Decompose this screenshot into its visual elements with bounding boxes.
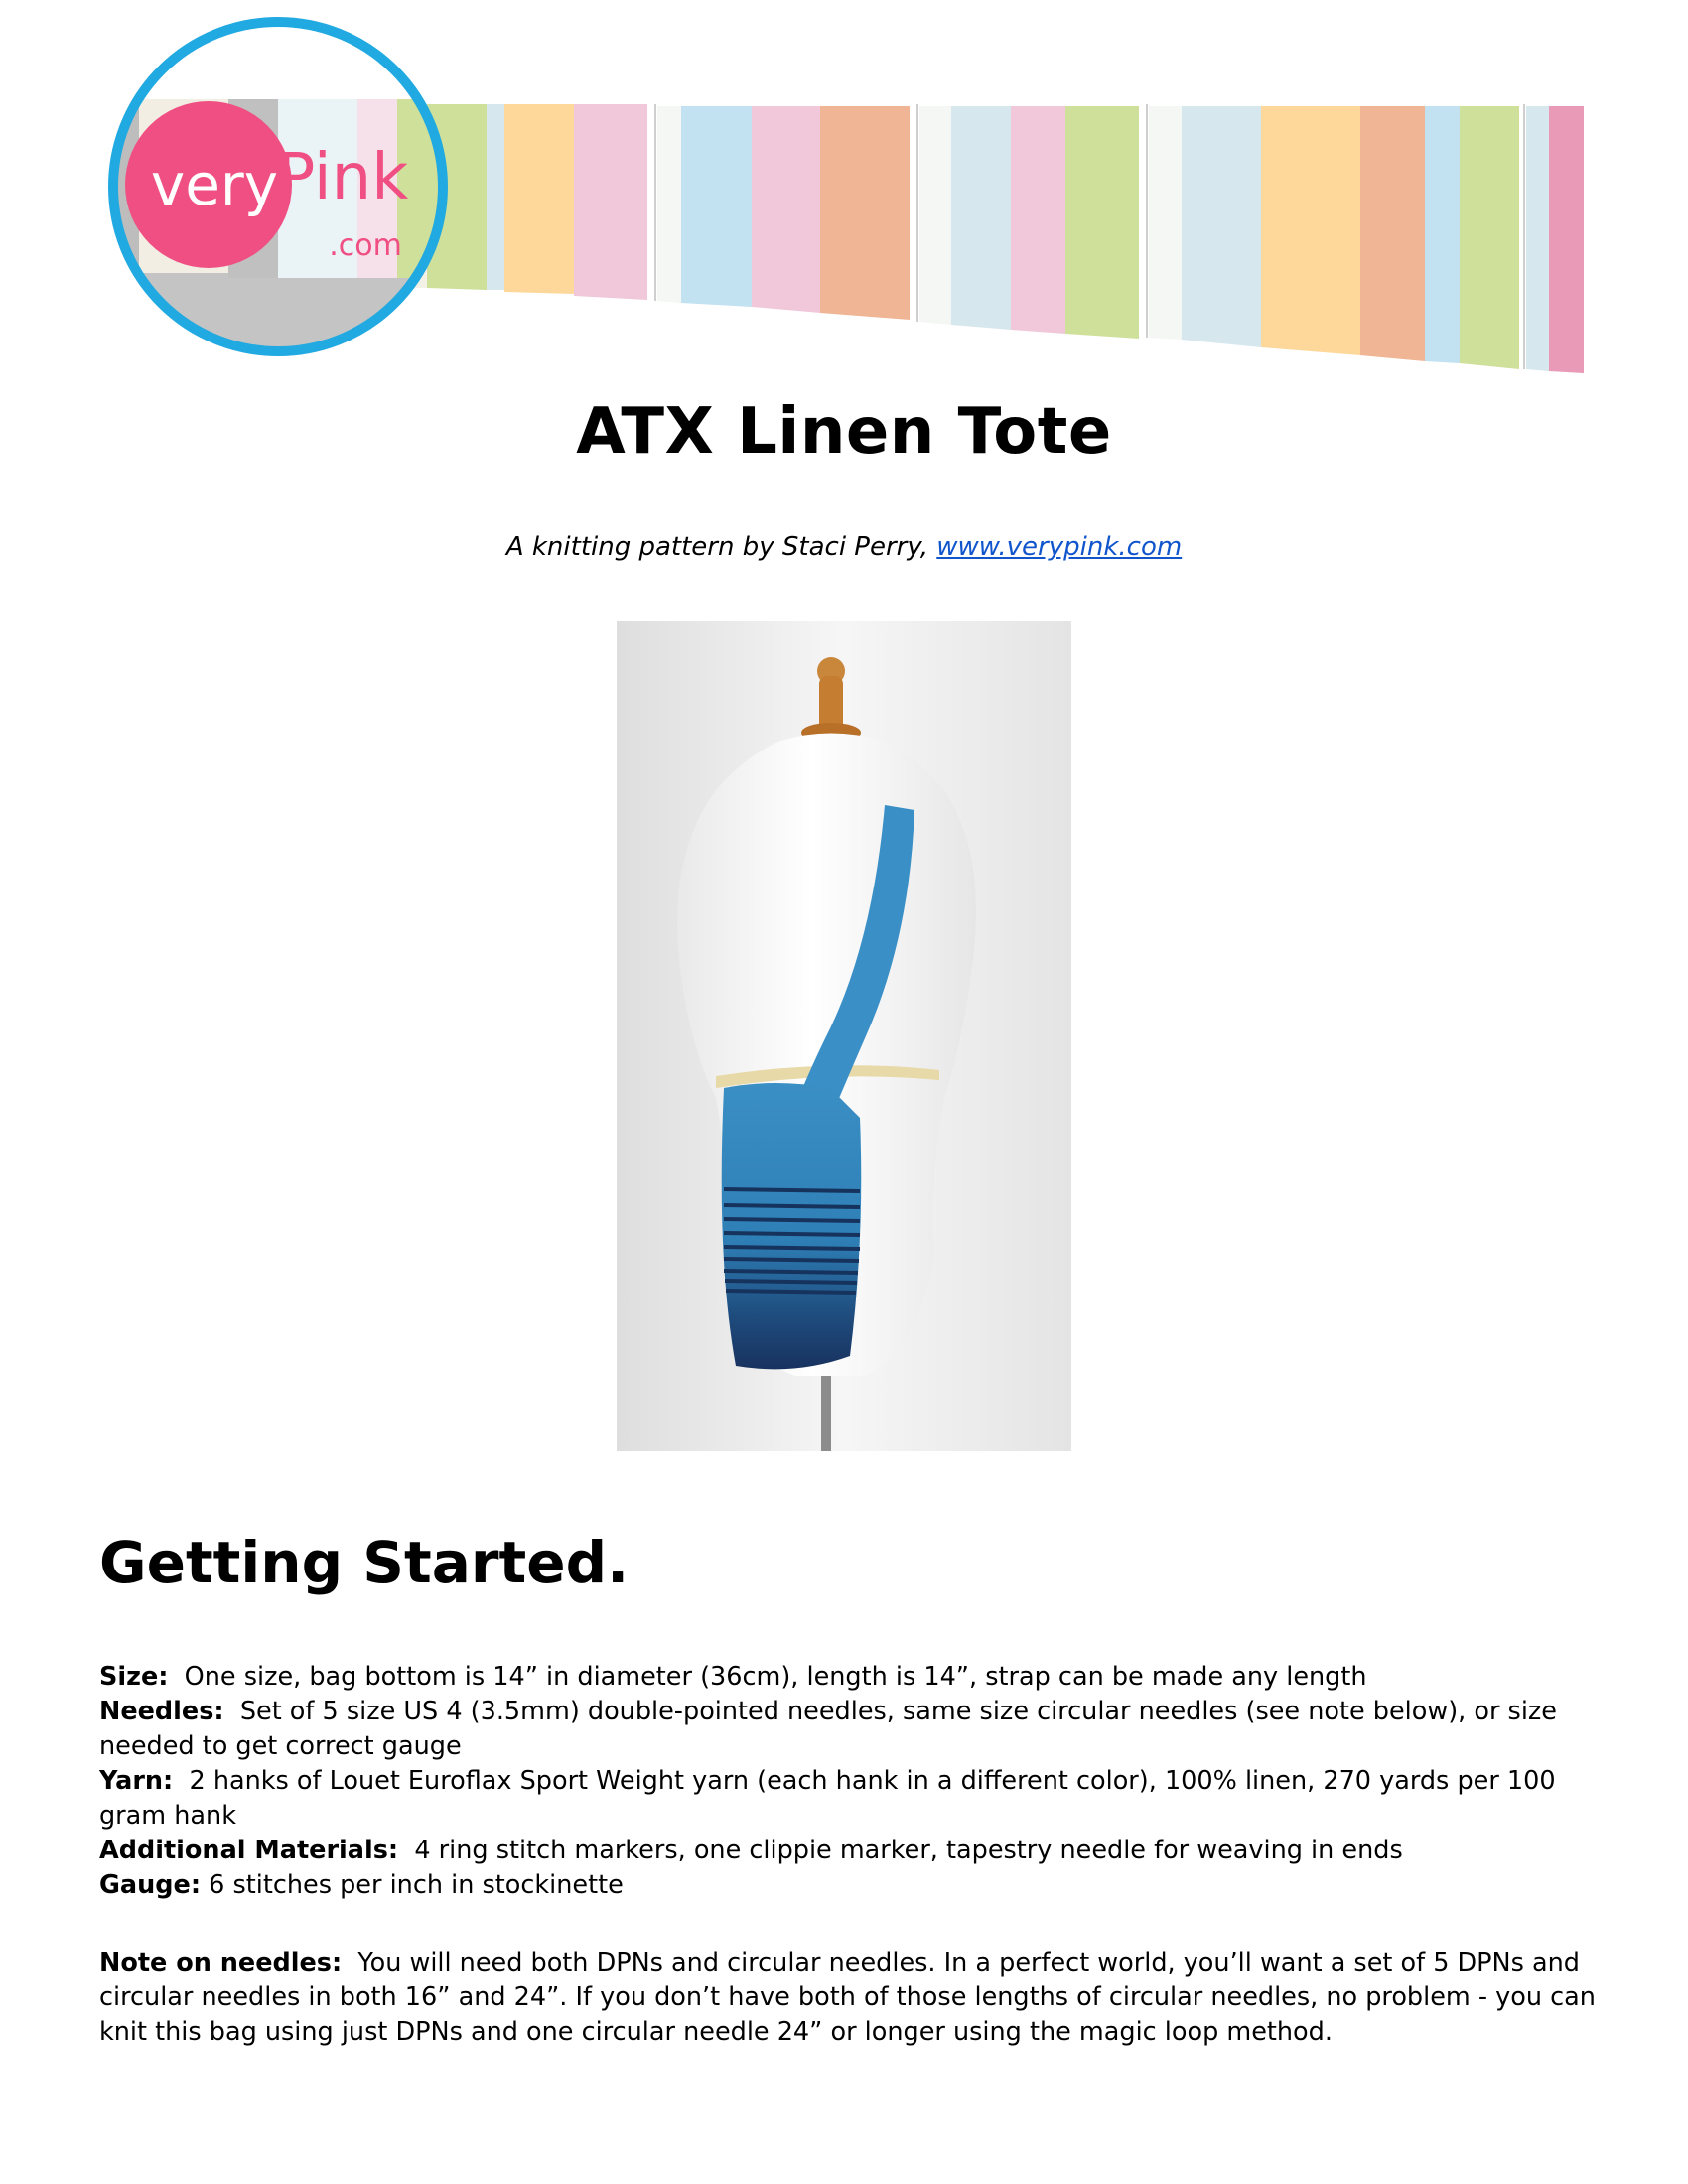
header-banner bbox=[0, 0, 1688, 387]
website-link[interactable]: www.verypink.com bbox=[936, 532, 1183, 562]
spec-text: One size, bag bottom is 14” in diameter (36cm), length is 14”, strap can be made any length bbox=[184, 1662, 1367, 1692]
logo-pink-text: Pink bbox=[276, 141, 409, 214]
spec-label: Size: bbox=[99, 1662, 169, 1692]
note-text: You will need both DPNs and circular needles. In a perfect world, you’ll want a set of 5 DPNs and circular needles in both 16” and 24”. If you don’t have both of those lengths of circular needles, no problem - you can knit this bag using just DPNs and one circular needle 24” or longer using the magic loop method. bbox=[99, 1948, 1596, 2047]
stripe-group-4 bbox=[1149, 106, 1519, 369]
spec-text: Set of 5 size US 4 (3.5mm) double-pointed needles, same size circular needles (see note below), or size needed to get correct gauge bbox=[99, 1697, 1557, 1761]
spec-yarn bbox=[99, 1764, 1609, 1834]
spec-text: 6 stitches per inch in stockinette bbox=[209, 1870, 624, 1900]
tote-photo bbox=[617, 621, 1071, 1451]
spec-label: Yarn: bbox=[99, 1766, 174, 1796]
logo-com-text: .com bbox=[329, 228, 402, 263]
byline bbox=[0, 532, 1688, 562]
spec-label: Additional Materials: bbox=[99, 1836, 399, 1865]
section-heading: Getting Started. bbox=[99, 1529, 630, 1596]
spec-label: Gauge: bbox=[99, 1870, 202, 1900]
spec-label: Needles: bbox=[99, 1697, 224, 1726]
color-stripes-banner bbox=[0, 0, 1688, 387]
stripe-group-2 bbox=[657, 106, 910, 320]
stripe-group-5 bbox=[1526, 106, 1584, 373]
spec-size bbox=[99, 1660, 1609, 1695]
spec-text: 2 hanks of Louet Euroflax Sport Weight yarn (each hank in a different color), 100% linen, 270 yards per 100 gram hank bbox=[99, 1766, 1556, 1831]
logo-very-text: very bbox=[150, 151, 279, 218]
spec-materials bbox=[99, 1834, 1609, 1868]
tote-illustration bbox=[617, 621, 1071, 1451]
specs-list bbox=[99, 1660, 1609, 1903]
note-label: Note on needles: bbox=[99, 1948, 343, 1978]
spec-gauge bbox=[99, 1868, 1609, 1903]
stripe-group-3 bbox=[919, 106, 1139, 339]
needles-note bbox=[99, 1946, 1609, 2050]
verypink-logo bbox=[99, 18, 457, 367]
byline-prefix: A knitting pattern by Staci Perry, bbox=[505, 532, 937, 562]
spec-text: 4 ring stitch markers, one clippie marker, tapestry needle for weaving in ends bbox=[414, 1836, 1403, 1865]
spec-needles bbox=[99, 1695, 1609, 1764]
page-title: ATX Linen Tote bbox=[576, 395, 1112, 469]
